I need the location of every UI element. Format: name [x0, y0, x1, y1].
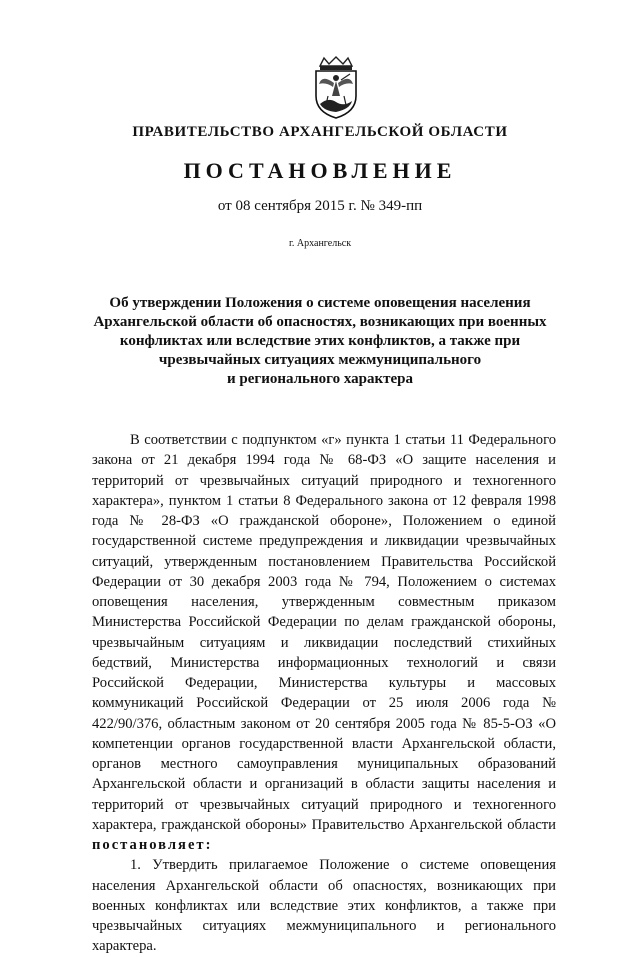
title-line: и регионального характера — [227, 371, 413, 387]
organization-name: ПРАВИТЕЛЬСТВО АРХАНГЕЛЬСКОЙ ОБЛАСТИ — [132, 124, 508, 140]
document-date-number: от 08 сентября 2015 г. № 349-пп — [217, 198, 423, 214]
document-type: ПОСТАНОВЛЕНИЕ — [183, 158, 457, 183]
resolves-word: постановляет: — [92, 837, 213, 853]
title-line: Об утверждении Положения о системе оповещения населения — [109, 295, 531, 311]
preamble-paragraph — [92, 430, 556, 855]
document-city: г. Архангельск — [288, 238, 352, 249]
item-1-paragraph: 1. Утвердить прилагаемое Положение о системе оповещения населения Архангельской области об опасностях, возникающих при военных конфликтах или вследствие этих конфликтов, а также при чрезвычайных ситуациях межмуниципального и регионального характера. — [92, 857, 556, 955]
title-line: конфликтах или вследствие этих конфликтов, а также при — [119, 333, 521, 349]
preamble-text: В соответствии с подпунктом «г» пункта 1 статьи 11 Федерального закона от 21 декабря 1994 года № 68-ФЗ «О защите населения и территорий от чрезвычайных ситуаций природного и техногенного характера», пунктом 1 статьи 8 Федерального закона от 12 февраля 1998 года № 28-ФЗ «О гражданской обороне», Положением о единой государственной системе предупреждения и ликвидации чрезвычайных ситуаций, утвержденным постановлением Правительства Российской Федерации от 30 декабря 2003 года № 794, Положением о системах оповещения населения, утвержденным совместным приказом Министерства Российской Федерации по делам гражданской обороны, чрезвычайным ситуациям и ликвидации последствий стихийных бедствий, Министерства информационных технологий и связи Российской Федерации, Министерства культуры и массовых коммуникаций Российской Федерации от 25 июля 2006 года № 422/90/376, областным законом от 20 сентября 2005 года № 85-5-ОЗ «О компетенции органов государственной власти Архангельской области, органов местного самоуправления муниципальных образований Архангельской области и организаций в области защиты населения и территорий от чрезвычайных ситуаций природного и техногенного характера, гражданской обороны» Правительство Архангельской области — [92, 432, 556, 833]
document-title — [88, 294, 552, 389]
title-line: Архангельской области об опасностях, возникающих при военных — [93, 314, 547, 330]
title-line: чрезвычайных ситуациях межмуниципального — [158, 352, 482, 368]
coat-of-arms-icon — [306, 56, 366, 120]
document-body — [92, 430, 556, 957]
